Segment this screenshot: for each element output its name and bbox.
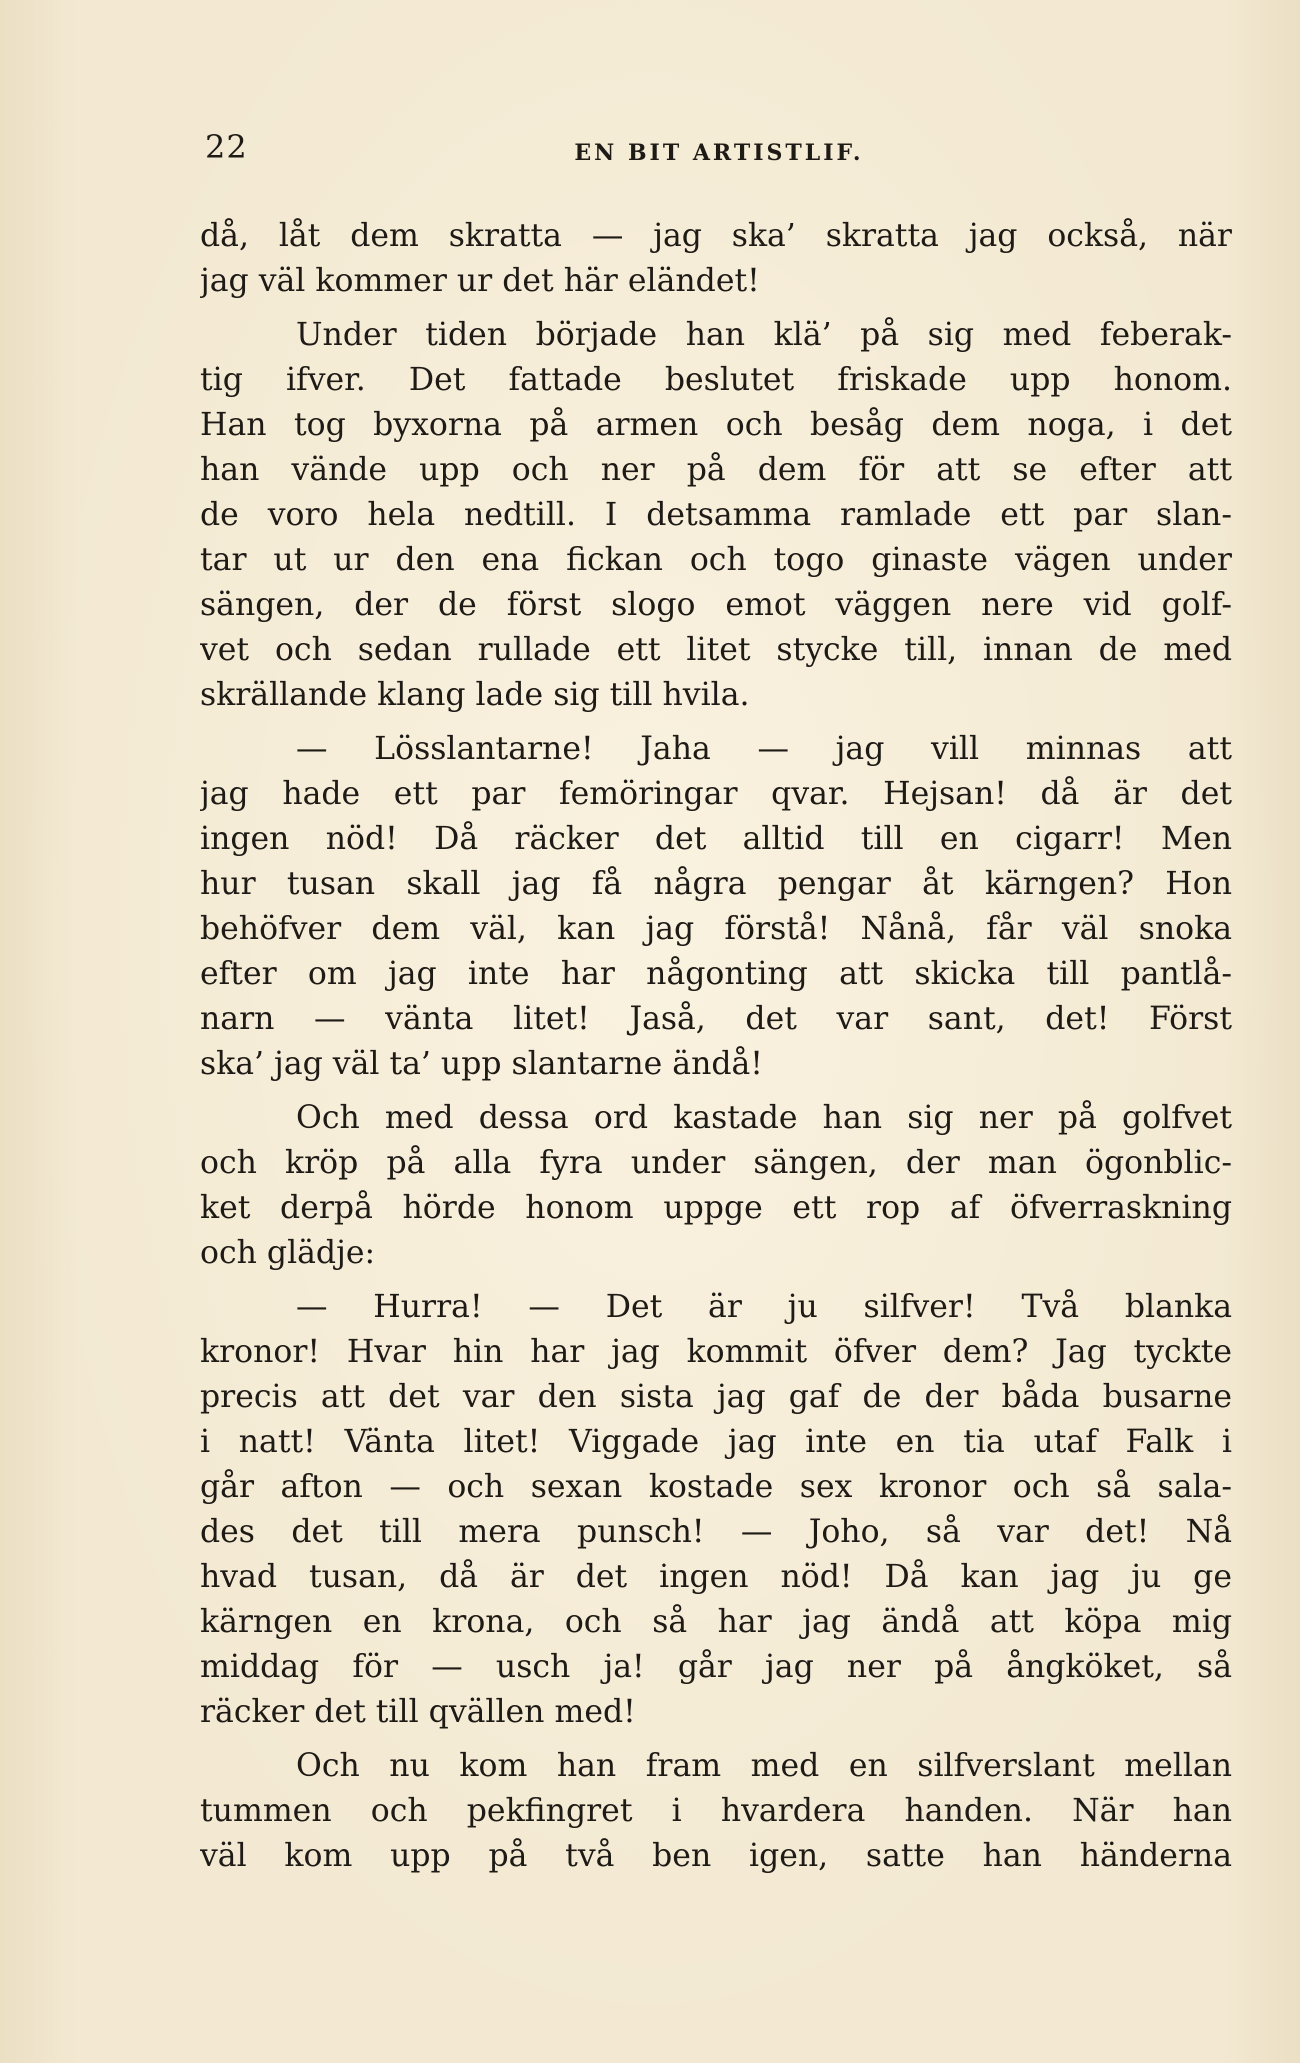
paragraph xyxy=(200,1096,1232,1276)
text-line: hvad tusan, då är det ingen nöd! Då kan jag ju ge xyxy=(200,1559,1232,1595)
text-line: hur tusan skall jag få några pengar åt kärngen? Hon xyxy=(200,866,1232,902)
paragraph xyxy=(200,1744,1232,1879)
text-line: sängen, der de först slogo emot väggen nere vid golf- xyxy=(200,587,1232,623)
page-header xyxy=(205,128,1233,178)
text-line: Och med dessa ord kastade han sig ner på golfvet xyxy=(296,1100,1232,1136)
text-line: och kröp på alla fyra under sängen, der man ögonblic- xyxy=(200,1145,1232,1181)
text-line: Under tiden började han klä’ på sig med feberak- xyxy=(296,317,1232,353)
text-line: Och nu kom han fram med en silfverslant mellan xyxy=(296,1748,1232,1784)
text-line: vet och sedan rullade ett litet stycke till, innan de med xyxy=(200,632,1232,668)
paragraph xyxy=(200,313,1232,718)
text-line: kronor! Hvar hin har jag kommit öfver dem? Jag tyckte xyxy=(200,1334,1232,1370)
text-line: behöfver dem väl, kan jag förstå! Nånå, får väl snoka xyxy=(200,911,1232,947)
text-line: skrällande klang lade sig till hvila. xyxy=(200,677,750,713)
paragraph xyxy=(200,1285,1232,1735)
text-line: räcker det till qvällen med! xyxy=(200,1694,636,1730)
text-line: des det till mera punsch! — Joho, så var det! Nå xyxy=(200,1514,1232,1550)
text-line: och glädje: xyxy=(200,1235,376,1271)
paragraph xyxy=(200,214,1232,304)
body-text xyxy=(200,214,1232,1879)
text-line: ket derpå hörde honom uppge ett rop af öfverraskning xyxy=(200,1190,1232,1226)
page-number: 22 xyxy=(205,128,248,166)
text-line: — Lösslantarne! Jaha — jag vill minnas att xyxy=(296,731,1232,767)
text-line: precis att det var den sista jag gaf de der båda busarne xyxy=(200,1379,1232,1415)
text-line: tig ifver. Det fattade beslutet friskade upp honom. xyxy=(200,362,1232,398)
text-line: då, låt dem skratta — jag ska’ skratta jag också, när xyxy=(200,218,1232,254)
text-line: Han tog byxorna på armen och besåg dem noga, i det xyxy=(200,407,1232,443)
text-line: väl kom upp på två ben igen, satte han händerna xyxy=(200,1838,1232,1874)
running-title: EN BIT ARTISTLIF. xyxy=(574,140,864,166)
text-line: tummen och pekfingret i hvardera handen. När han xyxy=(200,1793,1232,1829)
text-line: han vände upp och ner på dem för att se efter att xyxy=(200,452,1232,488)
text-line: de voro hela nedtill. I detsamma ramlade ett par slan- xyxy=(200,497,1232,533)
text-line: i natt! Vänta litet! Viggade jag inte en tia utaf Falk i xyxy=(200,1424,1232,1460)
text-line: — Hurra! — Det är ju silfver! Två blanka xyxy=(296,1289,1232,1325)
text-line: går afton — och sexan kostade sex kronor och så sala- xyxy=(200,1469,1232,1505)
text-line: jag väl kommer ur det här eländet! xyxy=(200,263,760,299)
text-line: ingen nöd! Då räcker det alltid till en cigarr! Men xyxy=(200,821,1232,857)
text-line: middag för — usch ja! går jag ner på ångköket, så xyxy=(200,1649,1232,1685)
text-line: narn — vänta litet! Jaså, det var sant, det! Först xyxy=(200,1001,1232,1037)
text-line: jag hade ett par femöringar qvar. Hejsan! då är det xyxy=(200,776,1232,812)
paragraph xyxy=(200,727,1232,1087)
text-line: efter om jag inte har någonting att skicka till pantlå- xyxy=(200,956,1232,992)
text-line: kärngen en krona, och så har jag ändå att köpa mig xyxy=(200,1604,1232,1640)
text-line: ska’ jag väl ta’ upp slantarne ändå! xyxy=(200,1046,763,1082)
text-line: tar ut ur den ena fickan och togo ginaste vägen under xyxy=(200,542,1232,578)
